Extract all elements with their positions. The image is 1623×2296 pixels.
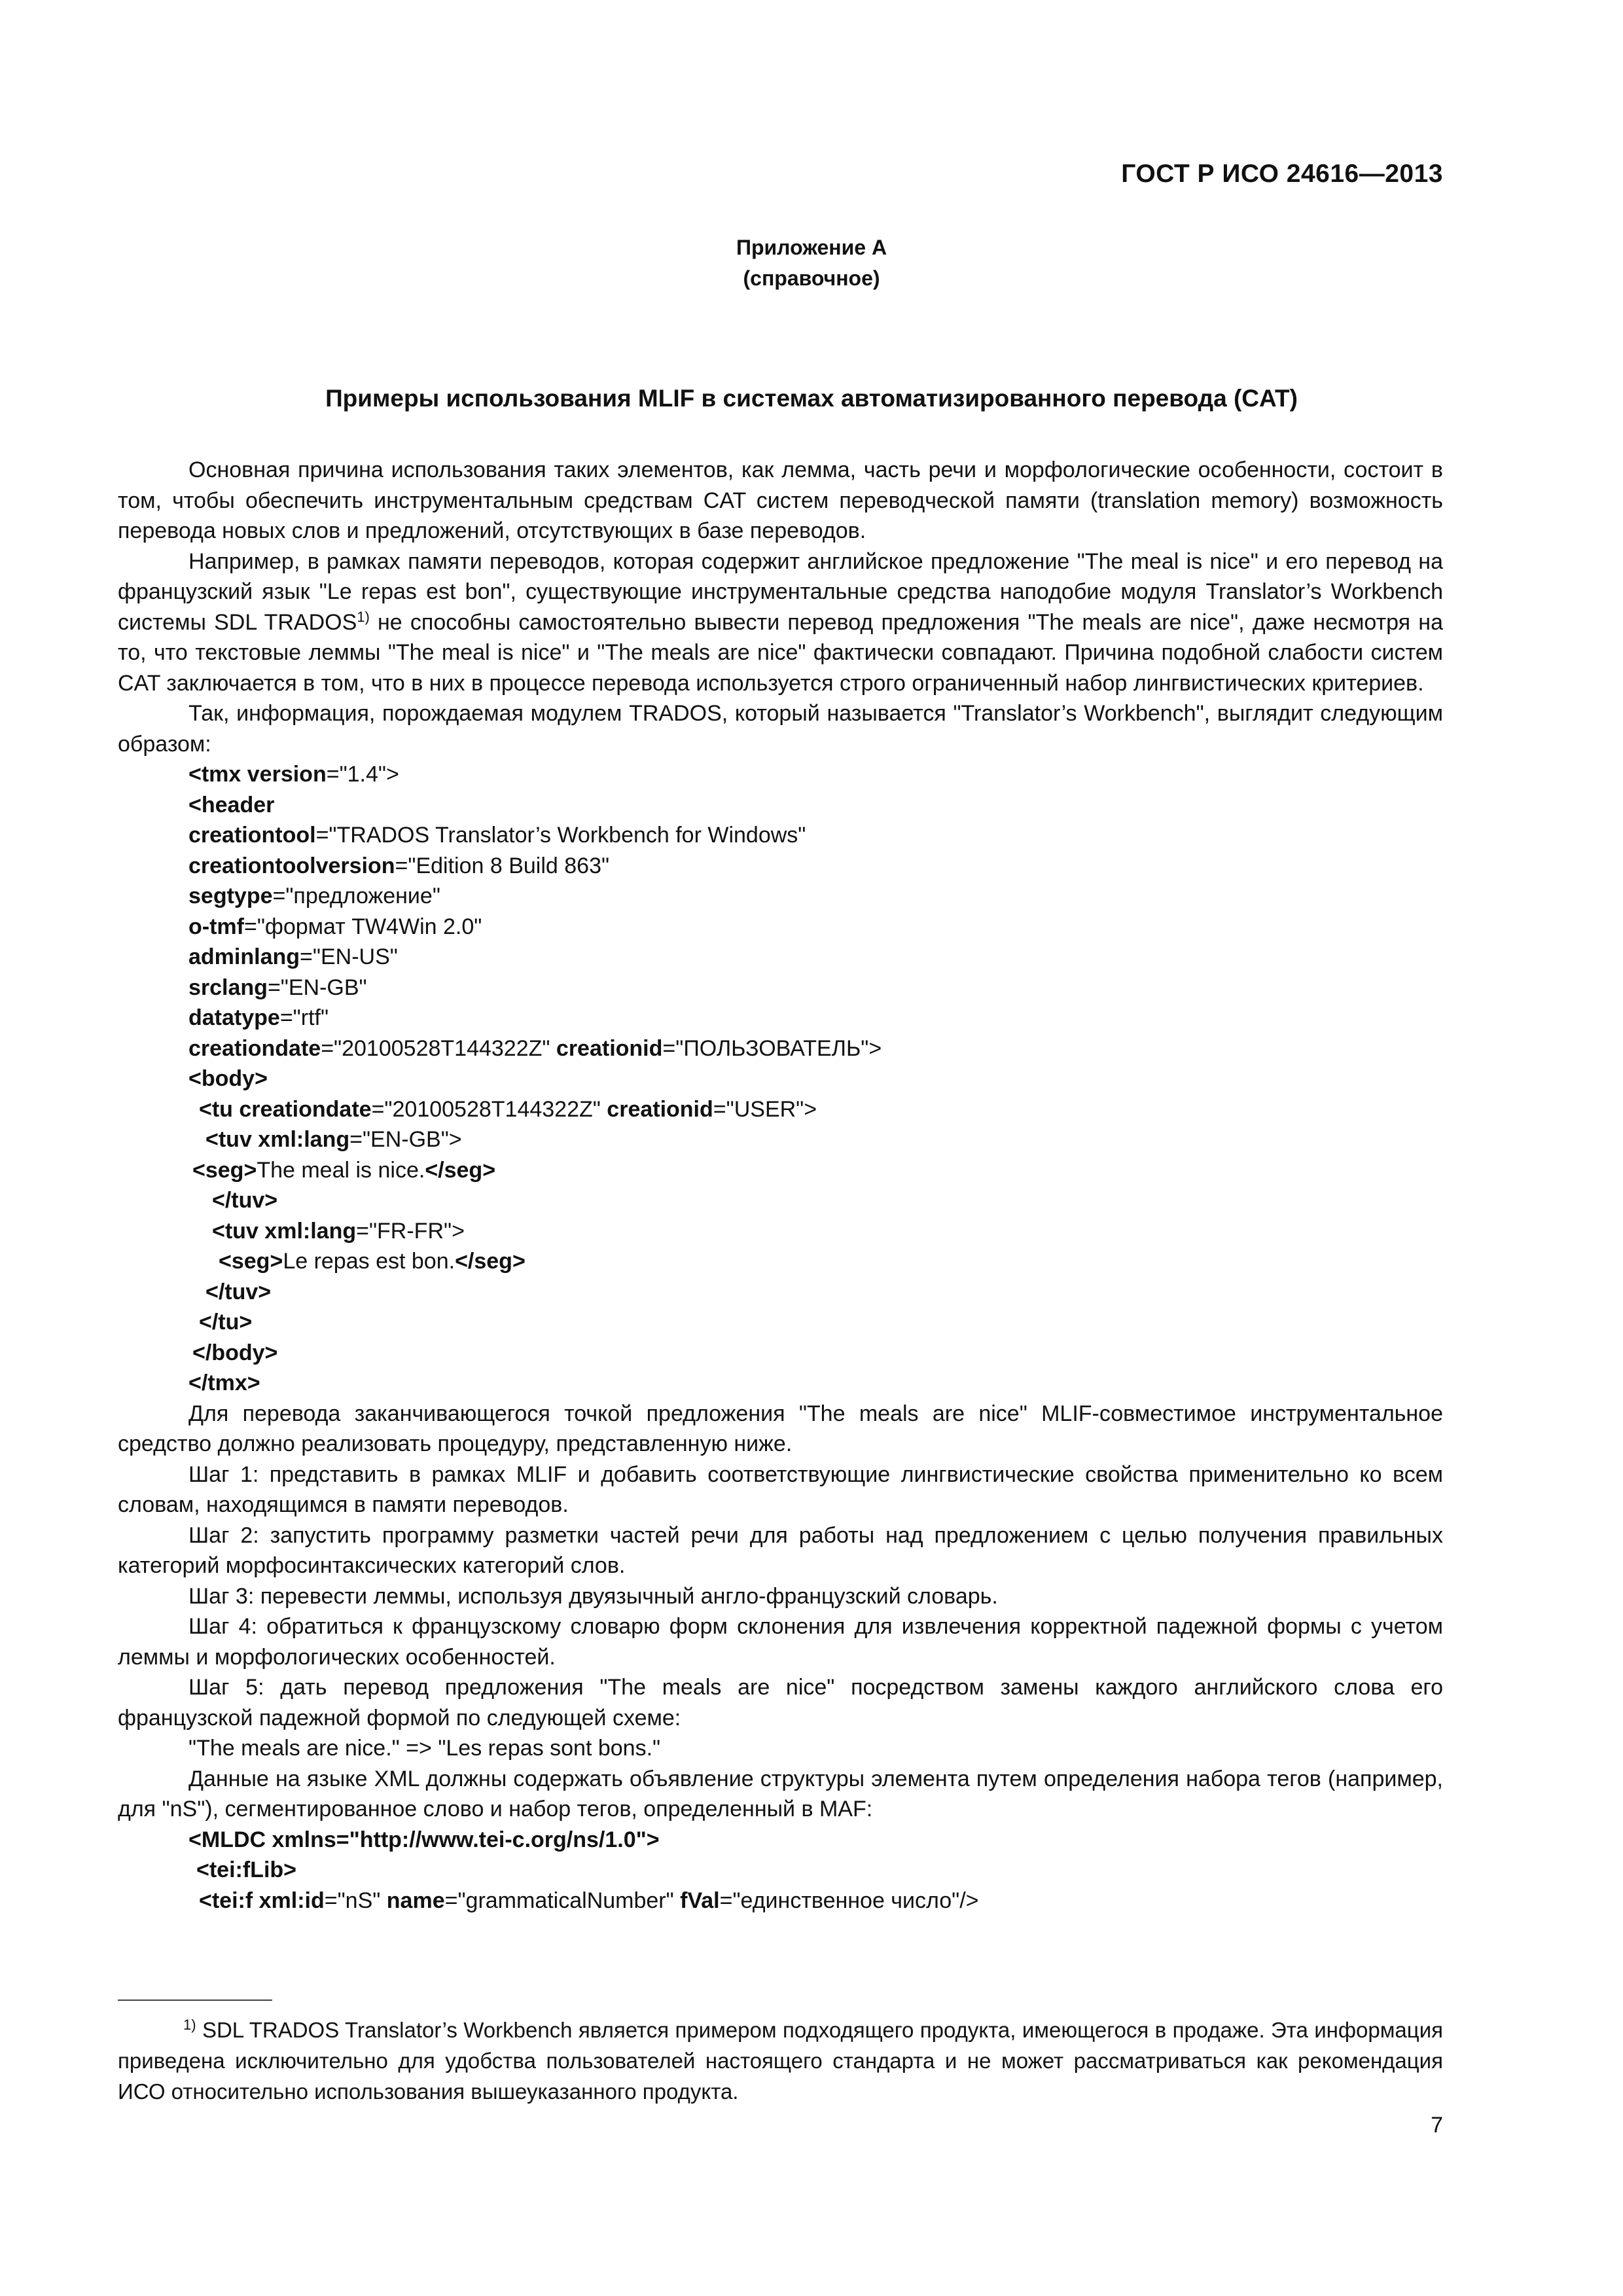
code-line: segtype="предложение" — [188, 884, 440, 908]
step-1: Шаг 1: представить в рамках MLIF и добавить соответствующие лингвистические свойства применительно ко всем словам, находящимся в памяти переводов. — [118, 1462, 1443, 1517]
code-line: <header — [188, 792, 275, 817]
code-line: srclang="EN-GB" — [188, 975, 367, 1000]
code-line: creationdate="20100528T144322Z" creationid="ПОЛЬЗОВАТЕЛЬ"> — [188, 1035, 882, 1061]
standard-id: ГОСТ Р ИСО 24616—2013 — [1121, 160, 1443, 188]
code-line: <seg>The meal is nice.</seg> — [192, 1157, 496, 1183]
code-line: </tuv> — [212, 1188, 278, 1213]
code-line: <body> — [188, 1066, 268, 1091]
paragraph: Так, информация, порождаемая модулем TRADOS, который называется "Translator’s Workbench", выглядит следующим образом: — [118, 701, 1443, 757]
step-2: Шаг 2: запустить программу разметки частей речи для работы над предложением с целью получения правильных категорий морфосинтаксических категорий слов. — [118, 1522, 1443, 1578]
tmx-code-block — [118, 759, 1443, 1399]
paragraph — [118, 547, 1443, 699]
code-line: </tmx> — [188, 1371, 260, 1395]
paragraph: Основная причина использования таких элементов, как лемма, часть речи и морфологические особенности, состоит в том, чтобы обеспечить инструментальным средствам CAT систем переводческой памяти (translation memory) возможность перевода новых слов и предложений, отсутствующих в базе переводов. — [118, 457, 1443, 543]
code-line: datatype="rtf" — [188, 1005, 329, 1030]
code-line: creationtool="TRADOS Translator’s Workbench for Windows" — [188, 823, 806, 848]
code-line: </tu> — [199, 1310, 253, 1335]
footnote-divider — [118, 2000, 272, 2001]
step-3: Шаг 3: перевести леммы, используя двуязычный англо-французский словарь. — [188, 1583, 998, 1609]
code-line: <MLDC xmlns="http://www.tei-c.org/ns/1.0"> — [188, 1827, 660, 1852]
code-line: adminlang="EN-US" — [188, 944, 398, 969]
paragraph: Для перевода заканчивающегося точкой предложения "The meals are nice" MLIF-совместимое инструментальное средство должно реализовать процедуру, представленную ниже. — [118, 1401, 1443, 1456]
footnote-text: $^{1)}$ SDL TRADOS Translator’s Workbench является примером подходящего продукта, имеющегося в продаже. Эта информация приведена исключительно для удобства пользователей настоящего стандарта и не может рассматриваться как рекомендация ИСО относительно использования вышеуказанного продукта. — [118, 2017, 1443, 2104]
paragraph: Данные на языке XML должны содержать объявление структуры элемента путем определения набора тегов (например, для "nS"), сегментированное слово и набор тегов, определенный в MAF: — [118, 1766, 1443, 1821]
paragraph-part: не способны самостоятельно вывести перевод предложения "The meals are nice", даже несмотря на то, что текстовые леммы "The meal is nice" и "The meals are nice" фактически совпадают. Причина подобной слабости систем CAT заключается в том, что в них в процессе перевода используется строго ограниченный набор лингвистических критериев. — [118, 609, 1443, 696]
code-line: <tuv xml:lang="EN-GB"> — [205, 1127, 462, 1152]
mldc-code-block — [118, 1825, 1443, 1916]
code-line: </tuv> — [205, 1279, 272, 1304]
code-line: creationtoolversion="Edition 8 Build 863" — [188, 853, 610, 878]
step-5: Шаг 5: дать перевод предложения "The meals are nice" посредством замены каждого английского слова его французской падежной формой по следующей схеме: — [118, 1675, 1443, 1731]
paragraph-part: Например, в рамках памяти переводов, которая содержит английское предложение "The meal is nice" и его перевод на французский язык "Le repas est bon", существующие инструментальные средства наподобие модуля Translator’s Workbench системы SDL TRADOS — [118, 548, 1443, 635]
footnote — [118, 2015, 1443, 2107]
footnote-mark: 1) — [183, 2017, 196, 2033]
footnote-reference: 1) — [357, 608, 370, 625]
body-text — [118, 455, 1443, 1916]
code-line: <tei:fLib> — [196, 1857, 297, 1882]
page-number: 7 — [1431, 2113, 1443, 2138]
code-line: </body> — [192, 1340, 278, 1365]
code-line: <tuv xml:lang="FR-FR"> — [212, 1218, 465, 1244]
code-line: <tmx version="1.4"> — [188, 762, 399, 787]
section-title: Примеры использования MLIF в системах автоматизированного перевода (CAT) — [325, 385, 1298, 412]
translation-example: "The meals are nice." => "Les repas sont bons." — [188, 1736, 661, 1761]
code-line: <tei:f xml:id="nS" name="grammaticalNumber" fVal="единственное число"/> — [199, 1888, 979, 1913]
code-line: o-tmf="формат TW4Win 2.0" — [188, 914, 482, 939]
step-4: Шаг 4: обратиться к французскому словарю форм склонения для извлечения корректной падежной формы с учетом леммы и морфологических особенностей. — [118, 1614, 1443, 1670]
annex-heading — [0, 232, 1623, 294]
annex-title: Приложение А — [736, 236, 887, 259]
annex-subtitle: (справочное) — [743, 266, 880, 290]
code-line: <seg>Le repas est bon.</seg> — [219, 1249, 526, 1274]
code-line: <tu creationdate="20100528T144322Z" creationid="USER"> — [199, 1096, 817, 1122]
